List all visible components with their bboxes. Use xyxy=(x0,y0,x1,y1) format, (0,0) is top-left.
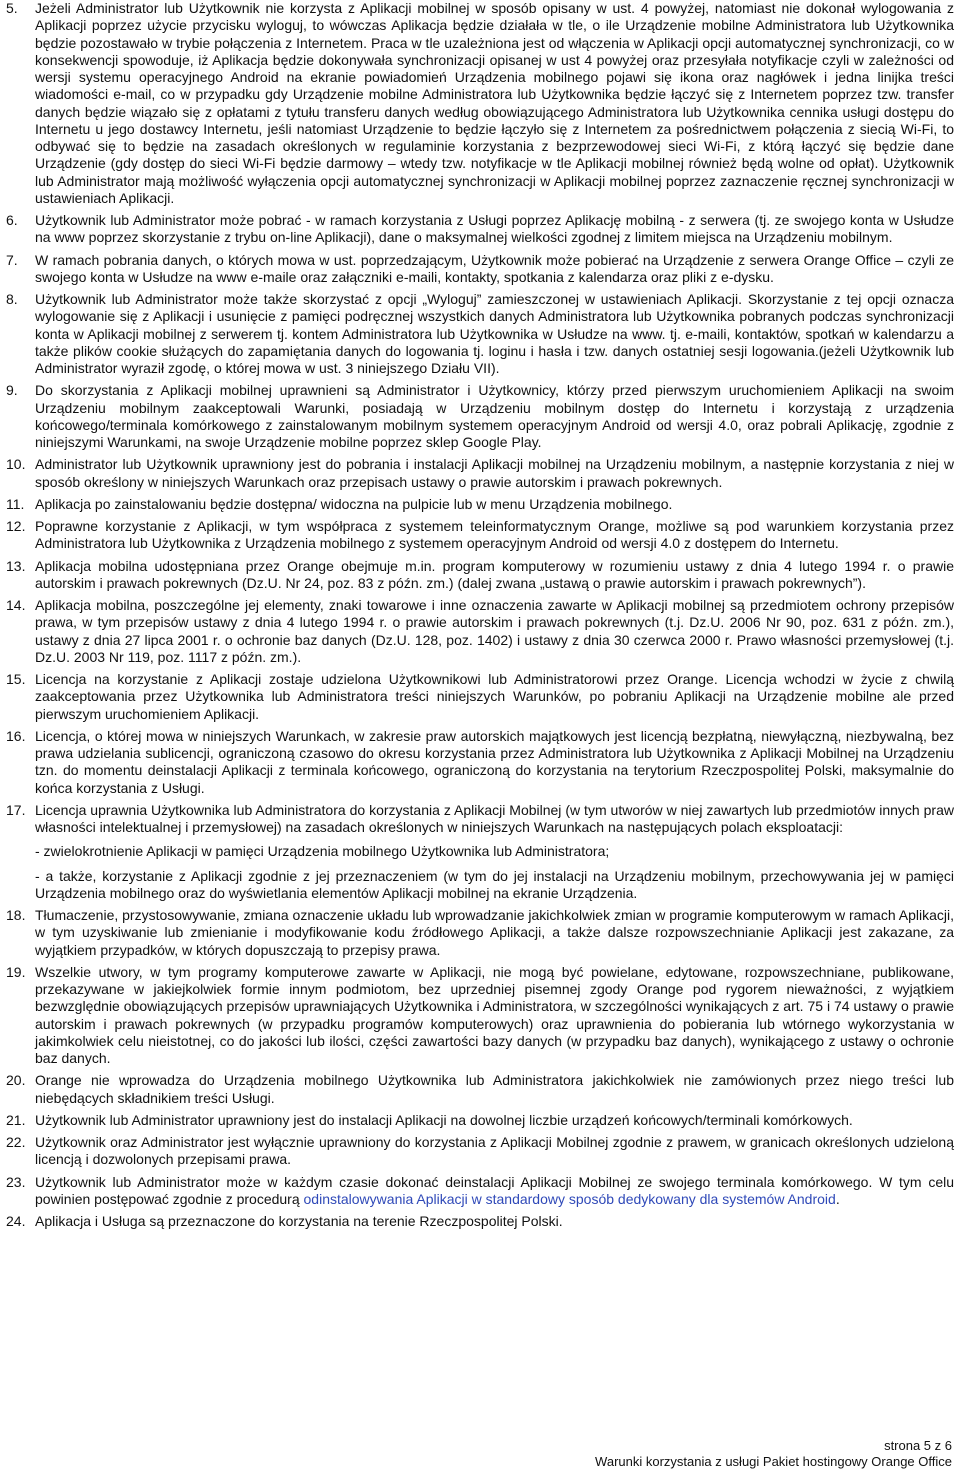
clause-item xyxy=(6,558,954,593)
clause-text: Aplikacja i Usługa są przeznaczone do korzystania na terenie Rzeczpospolitej Polski. xyxy=(35,1213,563,1229)
clause-number: 5. xyxy=(6,0,18,16)
clause-item xyxy=(6,1112,954,1129)
clause-text: W ramach pobrania danych, o których mowa w ust. poprzedzającym, Użytkownik może pobierać na Urządzenie z serwera Orange Office – czyli ze swojego konta w Usłudze na www e-maile oraz załączniki e-maili, kontakty, spotkania z kalendarza oraz pliki z e-dysku. xyxy=(35,251,954,285)
clause-number: 9. xyxy=(6,382,18,399)
clause-item xyxy=(6,252,954,287)
clause-text: Wszelkie utwory, w tym programy komputerowe zawarte w Aplikacji, nie mogą być powielane, edytowane, rozpowszechniane, publikowane, przekazywane w jakiejkolwiek formie innym podmiotom, bez uprzedniej pisemnej zgody Orange pod rygorem nieważności, z wyjątkiem bezwzględnie obowiązujących przepisów uprawniających Użytkownika i Administratora, w szczególności wynikających z art. 75 i 74 ustawy o prawie autorskim i prawach pokrewnych (w przypadku programów komputerowych) oraz uprawnienia do pobierania lub wtórnego wykorzystania w jakimkolwiek celu nieistotnej, co do jakości lub ilości, części zawartości bazy danych (w przypadku baz danych), wynikającego z ustawy o ochronie baz danych. xyxy=(35,963,954,1066)
clause-item xyxy=(6,0,954,207)
clause-item xyxy=(6,518,954,553)
clause-text: Aplikacja mobilna, poszczególne jej elementy, znaki towarowe i inne oznaczenia zawarte w Aplikacji mobilnej są przedmiotem ochrony przepisów prawa, w tym przepisów ustawy z dnia 4 lutego 1994 r. o prawie autorskim i prawach pokrewnych (t.j. Dz.U. 2006 Nr 90, poz. 631 z późn. zm.), ustawy z dnia 27 lipca 2001 r. o ochronie baz danych (Dz.U. 128, poz. 1402) i ustawy z dnia 30 czerwca 2000 r. Prawo własności przemysłowej (t.j. Dz.U. 2003 Nr 119, poz. 1117 z późn. zm.). xyxy=(35,597,954,665)
clause-number: 23. xyxy=(6,1173,26,1190)
clause-item xyxy=(6,456,954,491)
clause-item xyxy=(6,1174,954,1209)
clause-number: 8. xyxy=(6,291,18,307)
clause-text: Użytkownik lub Administrator może pobrać - w ramach korzystania z Usługi poprzez Aplikację mobilną - z serwera (tj. ze swojego konta w Usłudze na www poprzez skorzystanie z trybu on-line Aplikacji), dane o maksymalnej wielkości zgodnej z limitem miejsca na Urządzeniu mobilnym. xyxy=(35,212,954,246)
clause-item xyxy=(6,291,954,377)
clause-text: Poprawne korzystanie z Aplikacji, w tym współpraca z systemem teleinformatycznym Orange, możliwe są pod warunkiem korzystania przez Administratora lub Użytkownika z Urządzenia mobilnego z systemem operacyjnym Android od wersji 4.0 z dostępem do Internetu. xyxy=(35,518,954,552)
clause-item xyxy=(6,382,954,451)
exploitation-field: - zwielokrotnienie Aplikacji w pamięci Urządzenia mobilnego Użytkownika lub Administratora; xyxy=(35,843,610,860)
clause-list xyxy=(6,0,954,1230)
clause-number: 14. xyxy=(6,597,26,613)
clause-text: Licencja na korzystanie z Aplikacji zostaje udzielona Użytkownikowi lub Administratorowi przez Orange. Licencja wchodzi w życie z chwilą zaakceptowania przez Użytkownika lub Administratora treści niniejszych Warunków, po pobraniu Aplikacji na Urządzenie mobilne ale przed pierwszym uruchomieniem Aplikacji. xyxy=(35,671,954,722)
clause-number: 7. xyxy=(6,251,18,268)
clause-item xyxy=(6,907,954,959)
page-footer xyxy=(595,1438,952,1470)
clause-item xyxy=(6,1134,954,1169)
clause-number: 13. xyxy=(6,557,26,574)
clause-number: 16. xyxy=(6,727,26,744)
clause-item xyxy=(6,802,954,902)
procedure-link[interactable]: odinstalowywania Aplikacji w standardowy sposób dedykowany dla systemów Android xyxy=(303,1190,836,1207)
clause-text: Użytkownik oraz Administrator jest wyłącznie uprawniony do korzystania z Aplikacji Mobilnej zgodnie z prawem, w granicach określonych udzieloną licencją i dozwolonych przepisami prawa. xyxy=(35,1134,954,1168)
clause-number: 24. xyxy=(6,1213,26,1229)
clause-text: Aplikacja mobilna udostępniana przez Orange obejmuje m.in. program komputerowy w rozumieniu ustawy z dnia 4 lutego 1994 r. o prawie autorskim i prawach pokrewnych (Dz.U. Nr 24, poz. 83 z późn. zm.) (dalej zwana „ustawą o prawie autorskim i prawach pokrewnych”). xyxy=(35,557,954,591)
clause-text-tail: . xyxy=(835,1190,840,1207)
clause-text: Aplikacja po zainstalowaniu będzie dostępna/ widoczna na pulpicie lub w menu Urządzenia mobilnego. xyxy=(35,495,673,512)
clause-number: 10. xyxy=(6,456,26,473)
clause-item xyxy=(6,597,954,666)
clause-item xyxy=(6,671,954,723)
clause-number: 19. xyxy=(6,963,26,980)
clause-number: 20. xyxy=(6,1072,26,1089)
clause-text: Licencja, o której mowa w niniejszych Warunkach, w zakresie praw autorskich majątkowych jest licencją bezpłatną, niewyłączną, niezbywalną, bez prawa udzielania sublicencji, ograniczoną czasowo do okresu korzystania przez Administratora lub Użytkownika z Aplikacji Mobilnej na Urządzeniu tzn. do momentu deinstalacji Aplikacji z terminala końcowego, ograniczoną do korzystania na terytorium Rzeczpospolitej Polski, maksymalnie do końca korzystania z Usługi. xyxy=(35,727,954,796)
clause-number: 6. xyxy=(6,212,18,228)
clause-text: Orange nie wprowadza do Urządzenia mobilnego Użytkownika lub Administratora jakichkolwiek nie zamówionych przez niego treści lub niebędących składnikiem treści Usługi. xyxy=(35,1072,954,1106)
clause-item xyxy=(6,1213,954,1230)
clause-number: 22. xyxy=(6,1134,26,1150)
clause-item xyxy=(6,964,954,1068)
clause-text: Jeżeli Administrator lub Użytkownik nie korzysta z Aplikacji mobilnej w sposób opisany w ust. 4 powyżej, natomiast nie dokonał wylogowania z Aplikacji poprzez użycie przycisku wyloguj, to wówczas Aplikacja będzie działała w tle, o ile Urządzenie mobilne Administratora lub Użytkownika będzie pozostawało w trybie połączenia z Internetem. Praca w tle uzależniona jest od włączenia w Aplikacji opcji automatycznej synchronizacji, co w konsekwencji spowoduje, iż Aplikacja będzie dokonywała synchronizacji opisanej w ust 4 powyżej oraz przesyłała notyfikacje czyli w zależności od wersji systemu operacyjnego Android na ekranie powiadomień Urządzenia mobilnego pojawi się ikona oraz nagłówek i jedna linijka treści wiadomości e-mail, co w przypadku gdy Urządzenie mobilne Administratora lub Użytkownika będzie łączyć się z Internetem poprzez tzw. transfer danych będzie wiązało się z opłatami z tytułu transferu danych według obowiązującego Administratora lub Użytkownika cennika usługi dostępu do Internetu u jego dostawcy Internetu, jeśli natomiast Urządzenie to będzie łączyło się z Internetem za pośrednictwem połączenia z siecią Wi-Fi, to odbywać się to będzie na zasadach określonych w regulaminie korzystania z bezprzewodowej sieci Wi-Fi, z którą łączyć się będzie dane Urządzenie (gdy dostęp do sieci Wi-Fi będzie darmowy – wtedy tzw. notyfikacje w tle Aplikacji mobilnej również będą wolne od opłat). Użytkownik lub Administrator mają możliwość wyłączenia opcji automatycznej synchronizacji w Aplikacji mobilnej poprzez zaznaczenie ręcznej synchronizacji w ustawieniach Aplikacji. xyxy=(35,0,954,206)
clause-text: Użytkownik lub Administrator może także skorzystać z opcji „Wyloguj” zamieszczonej w ustawieniach Aplikacji. Skorzystanie z tej opcji oznacza wylogowanie się z Aplikacji i usunięcie z pamięci podręcznej wszystkich danych Administratora lub Użytkownika pobranych podczas synchronizacji konta w Aplikacji mobilnej z serwerem tj. kontem Administratora lub Użytkownika w Usłudze na www. tj. e-maili, kontaktów, spotkań w kalendarzu a także plików cookie służących do zapamiętania danych do logowania tj. loginu i hasła i tzw. danych ostatniej sesji logowania.(jeżeli Użytkownik lub Administrator wyraził zgodę, o której mowa w ust. 3 niniejszego Działu VII). xyxy=(35,291,954,376)
clause-text: Administrator lub Użytkownik uprawniony jest do pobrania i instalacji Aplikacji mobilnej na Urządzeniu mobilnym, a następnie korzystania z niej w sposób określony w niniejszych Warunkach oraz przepisach ustawy o prawie autorskim i prawach pokrewnych. xyxy=(35,456,954,490)
clause-number: 18. xyxy=(6,907,26,923)
clause-item xyxy=(6,496,954,513)
clause-item xyxy=(6,1072,954,1107)
clause-number: 12. xyxy=(6,518,26,534)
clause-text: Użytkownik lub Administrator uprawniony jest do instalacji Aplikacji na dowolnej liczbie urządzeń końcowych/terminali komórkowych. xyxy=(35,1111,853,1128)
clause-text: Tłumaczenie, przystosowywanie, zmiana oznaczenie układu lub wprowadzanie jakichkolwiek zmian w programie komputerowym w ramach Aplikacji, w tym uzyskiwanie lub zmienianie i modyfikowanie kodu źródłowego Aplikacji, a także dalsze rozpowszechnianie Aplikacji jest zakazane, za wyjątkiem przypadków, w których dopuszczają to przepisy prawa. xyxy=(35,907,954,958)
document-title: Warunki korzystania z usługi Pakiet hostingowy Orange Office xyxy=(595,1454,952,1469)
clause-number: 21. xyxy=(6,1111,26,1128)
clause-number: 11. xyxy=(6,495,25,512)
clause-number: 17. xyxy=(6,801,26,818)
clause-item xyxy=(6,212,954,247)
clause-item xyxy=(6,728,954,797)
exploitation-field: - a także, korzystanie z Aplikacji zgodnie z jej przeznaczeniem (w tym do jej instalacji na Urządzeniu mobilnym, przechowywania jej w pamięci Urządzenia mobilnego oraz do wyświetlania elementów Aplikacji mobilnej na ekranie Urządzenia. xyxy=(35,867,954,901)
clause-text: Do skorzystania z Aplikacji mobilnej uprawnieni są Administrator i Użytkownicy, którzy przed pierwszym uruchomieniem Aplikacji na swoim Urządzeniu mobilnym zaakceptowali Warunki, posiadają w Urządzeniu mobilnym dostęp do Internetu i korzystają z urządzenia końcowego/terminala komórkowego z zainstalowanym mobilnym systemem operacyjnym Android od wersji 4.0, oraz pobrali Aplikację, zgodnie z niniejszymi Warunkami, na swoje Urządzenie mobilne poprzez sklep Google Play. xyxy=(35,382,954,450)
clause-number: 15. xyxy=(6,671,26,687)
clause-text: Użytkownik lub Administrator może w każdym czasie dokonać deinstalacji Aplikacji Mobilnej ze swojego terminala komórkowego. W tym celu powinien postępować zgodnie z procedurą xyxy=(35,1173,954,1207)
page-number: strona 5 z 6 xyxy=(884,1438,952,1453)
clause-text: Licencja uprawnia Użytkownika lub Administratora do korzystania z Aplikacji Mobilnej (w tym utworów w niej zawartych lub przedmiotów innych praw własności intelektualnej i przemysłowej) na zasadach określonych w niniejszych Warunkach na następujących polach eksploatacji: xyxy=(35,801,954,835)
